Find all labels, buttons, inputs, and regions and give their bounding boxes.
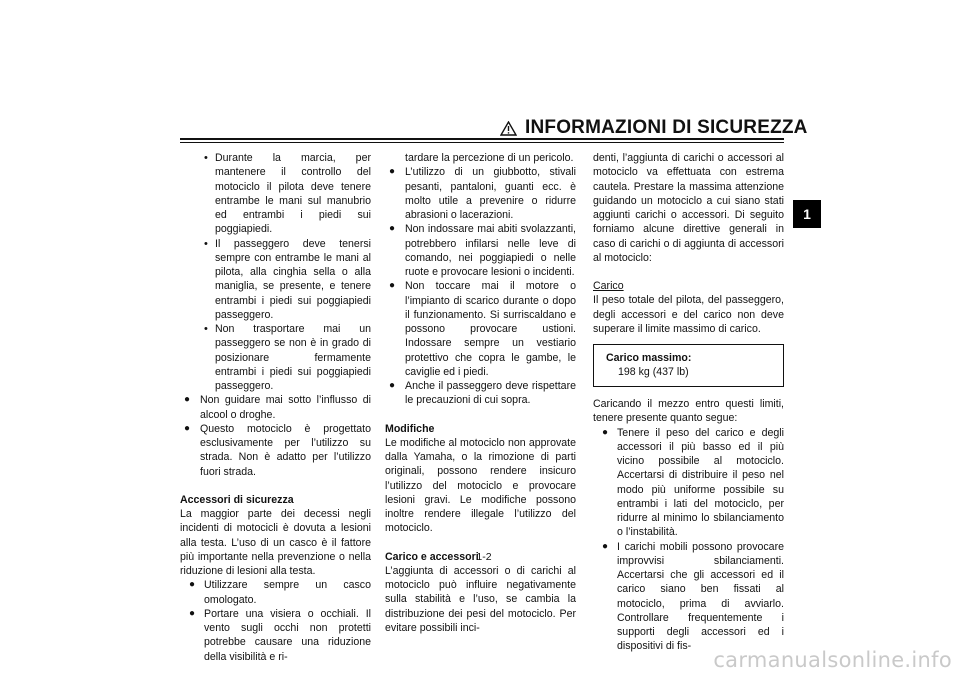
subheading: Carico <box>593 280 624 292</box>
paragraph: Il peso totale del pilota, del passeggero, degli accessori e del carico non deve superare il limite massimo di carico. <box>593 294 784 335</box>
watermark: carmanualsonline.info <box>713 648 952 672</box>
chapter-tab: 1 <box>793 200 821 228</box>
max-load-box <box>593 344 784 387</box>
paragraph: Caricando il mezzo entro questi limiti, tenere presente quanto segue: <box>593 398 784 425</box>
page-title: INFORMAZIONI DI SICUREZZA <box>525 117 808 138</box>
paragraph: Le modifiche al motociclo non approvate dalla Yamaha, o la rimozione di parti originali, possono rendere insicuro l’utilizzo del motociclo e provocare lesioni gravi. Le modifiche possono inoltre rendere illegale l’utilizzo del motociclo. <box>385 436 576 535</box>
max-load-label: Carico massimo: <box>606 352 692 364</box>
sub-bullet-item: • Durante la marcia, per mantenere il controllo del motociclo il pilota deve tenere entrambe le mani sul manubrio ed entrambi i piedi sui poggiapiedi. <box>180 151 371 237</box>
paragraph: denti, l’aggiunta di carichi o accessori al motociclo va effettuata con estrema cautela. Prestare la massima attenzione guidando un motociclo a cui siano stati aggiunti carichi o accessori. Di seguito forniamo alcune direttive generali in caso di carichi o di aggiunta di accessori al motociclo: <box>593 152 784 264</box>
bullet-item: ● Questo motociclo è progettato esclusivamente per l’utilizzo su strada. Non è adatto per l’utilizzo fuori strada. <box>180 422 371 479</box>
paragraph: La maggior parte dei decessi negli incidenti di motocicli è dovuta a lesioni alla testa. L’uso di un casco è il fattore più importante nella prevenzione o nella riduzione di lesioni alla testa. <box>180 508 371 577</box>
bullet-item: ● Tenere il peso del carico e degli accessori il più basso ed il più vicino possibile al motociclo. Accertarsi di distribuire il peso nel modo più uniforme possibile su entrambi i lati del motociclo, per ridurre al minimo lo sbilanciamento o l’instabilità. <box>593 426 784 540</box>
column-3 <box>593 151 784 654</box>
bullet-item: ● Anche il passeggero deve rispettare le precauzioni di cui sopra. <box>385 379 576 408</box>
section-heading: Accessori di sicurezza <box>180 493 294 506</box>
section-heading: Modifiche <box>385 422 435 435</box>
bullet-item: ● I carichi mobili possono provocare improvvisi sbilanciamenti. Accertarsi che gli accessori ed il carico siano ben fissati al motociclo, prima di avviarlo. Controllare frequentemente i supporti degli accessori ed i dispositivi di fis- <box>593 540 784 654</box>
column-1 <box>180 151 371 664</box>
bullet-item: ● Portare una visiera o occhiali. Il vento sugli occhi non protetti potrebbe causare una riduzione della visibilità e ri- <box>180 607 371 664</box>
page-number: 1-2 <box>476 551 492 563</box>
sub-bullet-item: • Il passeggero deve tenersi sempre con entrambe le mani al pilota, alla cinghia sella o alla maniglia, se presente, e tenere entrambi i piedi sui poggiapiedi passeggero. <box>180 237 371 323</box>
bullet-item: ● Utilizzare sempre un casco omologato. <box>180 578 371 607</box>
paragraph: L’aggiunta di accessori o di carichi al motociclo può influire negativamente sulla stabilità e l’uso, se cambia la distribuzione dei pesi del motociclo. Per evitare possibili inci- <box>385 564 576 634</box>
sub-bullet-item: • Non trasportare mai un passeggero se non è in grado di posizionare fermamente entrambi i piedi sui poggiapiedi passeggero. <box>180 322 371 393</box>
header-rule <box>180 138 784 140</box>
header-rule-thin <box>180 142 784 143</box>
max-load-value: 198 kg (437 lb) <box>618 366 689 378</box>
section-heading: Carico e accessori <box>385 550 479 563</box>
bullet-item: ● L’utilizzo di un giubbotto, stivali pesanti, pantaloni, guanti ecc. è molto utile a prevenire o ridurre abrasioni o lacerazioni. <box>385 165 576 222</box>
bullet-continuation: tardare la percezione di un pericolo. <box>405 152 574 164</box>
bullet-item: ● Non toccare mai il motore o l’impianto di scarico durante o dopo il funzionamento. Si surriscaldano e possono provocare ustioni. Indossare sempre un vestiario protettivo che copra le gambe, le caviglie ed i piedi. <box>385 279 576 379</box>
bullet-item: ● Non guidare mai sotto l’influsso di alcool o droghe. <box>180 393 371 422</box>
bullet-item: ● Non indossare mai abiti svolazzanti, potrebbero infilarsi nelle leve di comando, nei poggiapiedi o nelle ruote e provocare lesioni o incidenti. <box>385 222 576 279</box>
